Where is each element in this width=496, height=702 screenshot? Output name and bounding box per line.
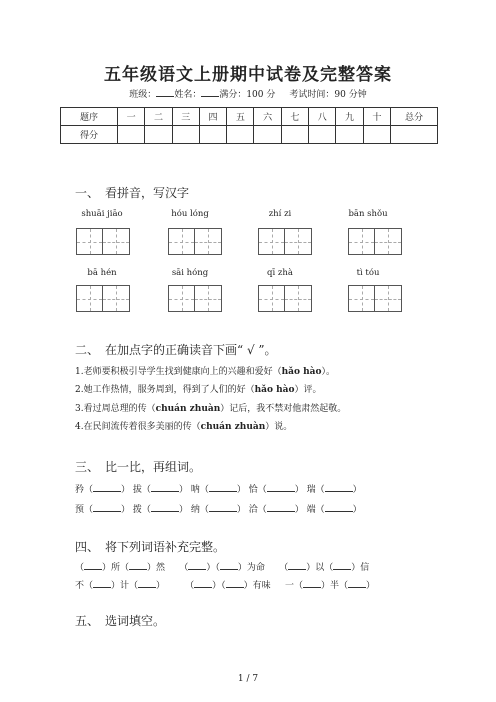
name-label: 姓名： [174, 90, 202, 100]
pinyin-label: sāi hóng [171, 268, 209, 278]
answer-blank[interactable] [93, 483, 121, 492]
pinyin-label: qī zhà [267, 268, 293, 278]
idiom-text: ）以（ [306, 563, 334, 573]
writing-box[interactable] [103, 285, 130, 312]
section-title: 比一比，再组词。 [105, 460, 202, 474]
section-number: 五、 [75, 614, 100, 628]
idiom-text: 一（ [284, 581, 303, 591]
sentence-text: ）评。 [294, 385, 322, 395]
pinyin-label: bā hén [87, 268, 117, 278]
section-title: 选词填空。 [105, 614, 166, 628]
idiom-text: 不（ [75, 581, 94, 591]
pinyin-label: shuāi jiāo [81, 209, 123, 219]
score-label: 满分：100 分 [219, 90, 276, 100]
compare-row: 矜（ ） 拔（ ） 呐（ ） 恰（ ） 瑞（ ） [75, 485, 362, 495]
score-cell[interactable] [199, 126, 226, 144]
section-heading-3 [75, 458, 201, 475]
section-title: 在加点字的正确读音下画“ √ ”。 [105, 343, 277, 357]
pinyin-label: hóu lóng [171, 209, 209, 219]
table-cell: 得分 [61, 126, 118, 144]
pinyin-label: bān shǒu [348, 209, 388, 219]
sentence-text: 2.她工作热情，服务周到，得到了人们的好（ [75, 385, 255, 395]
sentence-text: ）记后，我不禁对他肃然起敬。 [220, 404, 347, 414]
section-heading-2 [75, 341, 277, 358]
sentence-line [75, 419, 292, 432]
idiom-row [75, 560, 369, 573]
idiom-row [75, 578, 375, 591]
idiom-text: ）信 [351, 563, 370, 573]
table-cell: 七 [281, 108, 308, 126]
score-table-header-row [61, 108, 438, 126]
section-heading-1 [75, 184, 189, 201]
writing-box[interactable] [375, 228, 402, 255]
class-blank[interactable] [156, 88, 174, 97]
writing-box[interactable] [258, 228, 285, 255]
sentence-text: 1.老师要积极引导学生找到健康向上的兴趣和爱好（ [75, 367, 282, 377]
section-title: 看拼音，写汉字 [105, 186, 190, 200]
pinyin-choice[interactable]: chuán zhuàn [200, 422, 266, 432]
section-heading-4 [75, 538, 225, 555]
writing-box[interactable] [258, 285, 285, 312]
answer-blank[interactable] [288, 561, 306, 570]
answer-blank[interactable] [333, 561, 351, 570]
compare-row: 预（ ） 拨（ ） 纳（ ） 洽（ ） 端（ ） [75, 505, 362, 515]
name-blank[interactable] [201, 88, 219, 97]
score-cell[interactable] [172, 126, 199, 144]
writing-box[interactable] [285, 285, 312, 312]
table-cell: 总分 [391, 108, 438, 126]
pinyin-label: tì tóu [356, 268, 380, 278]
idiom-text: ） [156, 581, 166, 591]
page-number: 1 / 7 [237, 674, 259, 684]
compare-char: 预 [75, 505, 85, 515]
writing-box[interactable] [348, 285, 375, 312]
sentence-text: 4.在民间流传着很多美丽的传（ [75, 422, 201, 432]
score-cell[interactable] [309, 126, 336, 144]
answer-blank[interactable] [267, 503, 295, 512]
section-number: 三、 [75, 460, 100, 474]
idiom-text: ）然 [147, 563, 166, 573]
idiom-text: （ [75, 563, 85, 573]
compare-char: 拔 [132, 485, 142, 495]
score-cell[interactable] [145, 126, 172, 144]
table-cell: 二 [145, 108, 172, 126]
answer-blank[interactable] [188, 561, 206, 570]
sentence-line [75, 401, 346, 414]
score-cell[interactable] [391, 126, 438, 144]
score-cell[interactable] [227, 126, 254, 144]
table-cell: 四 [199, 108, 226, 126]
answer-blank[interactable] [84, 561, 102, 570]
compare-char: 端 [306, 505, 316, 515]
table-cell: 三 [172, 108, 199, 126]
writing-box[interactable] [168, 285, 195, 312]
pinyin-choice[interactable]: chuán zhuàn [155, 404, 221, 414]
compare-char: 矜 [75, 485, 85, 495]
table-cell: 八 [309, 108, 336, 126]
section-title: 将下列词语补充完整。 [105, 540, 226, 554]
section-number: 二、 [75, 343, 100, 357]
idiom-text: ） [365, 581, 375, 591]
exam-info-line [0, 87, 496, 100]
table-cell: 五 [227, 108, 254, 126]
table-cell: 题序 [61, 108, 118, 126]
score-cell[interactable] [281, 126, 308, 144]
answer-blank[interactable] [325, 483, 353, 492]
answer-blank[interactable] [348, 579, 366, 588]
pinyin-choice[interactable]: hǎo hào [254, 385, 295, 395]
answer-blank[interactable] [209, 483, 237, 492]
sentence-text: ）说。 [265, 422, 293, 432]
idiom-text: ）（ [206, 563, 220, 573]
compare-char: 洽 [248, 505, 258, 515]
sentence-line [75, 364, 335, 377]
compare-char: 拨 [132, 505, 142, 515]
idiom-text: ）（ [212, 581, 226, 591]
idiom-text: （ [179, 563, 189, 573]
answer-blank[interactable] [303, 579, 321, 588]
idiom-text: ）半（ [320, 581, 348, 591]
table-cell: 六 [254, 108, 281, 126]
score-cell[interactable] [118, 126, 145, 144]
sentence-text: ）。 [321, 367, 335, 377]
compare-char: 呐 [190, 485, 200, 495]
answer-blank[interactable] [267, 483, 295, 492]
writing-box[interactable] [103, 228, 130, 255]
writing-box[interactable] [375, 285, 402, 312]
compare-char: 恰 [248, 485, 258, 495]
score-cell[interactable] [336, 126, 363, 144]
pinyin-label: zhí zi [268, 209, 292, 219]
time-label: 考试时间：90 分钟 [289, 90, 367, 100]
answer-blank[interactable] [325, 503, 353, 512]
sentence-text: 3.看过周总理的传（ [75, 404, 156, 414]
writing-box[interactable] [168, 228, 195, 255]
writing-box[interactable] [195, 228, 222, 255]
compare-char: 瑞 [306, 485, 316, 495]
writing-box[interactable] [76, 228, 103, 255]
writing-box[interactable] [348, 228, 375, 255]
writing-box[interactable] [195, 285, 222, 312]
page-title: 五年级语文上册期中试卷及完整答案 [104, 65, 392, 85]
idiom-text: （ [185, 581, 195, 591]
idiom-text: ）为命 [237, 563, 265, 573]
idiom-text: ）有味 [243, 581, 271, 591]
answer-blank[interactable] [194, 579, 212, 588]
answer-blank[interactable] [93, 503, 121, 512]
answer-blank[interactable] [226, 579, 244, 588]
sentence-line [75, 382, 322, 395]
class-label: 班级： [129, 90, 157, 100]
section-heading-5 [75, 612, 165, 629]
answer-blank[interactable] [129, 561, 147, 570]
score-cell[interactable] [254, 126, 281, 144]
score-table [60, 107, 438, 144]
answer-blank[interactable] [209, 503, 237, 512]
score-cell[interactable] [363, 126, 390, 144]
table-cell: 十 [363, 108, 390, 126]
answer-blank[interactable] [93, 579, 111, 588]
answer-blank[interactable] [151, 483, 179, 492]
pinyin-choice[interactable]: hǎo hào [281, 367, 322, 377]
idiom-text: （ [279, 563, 289, 573]
table-cell: 九 [336, 108, 363, 126]
answer-blank[interactable] [151, 503, 179, 512]
idiom-text: ）计（ [111, 581, 139, 591]
idiom-text: ）所（ [102, 563, 130, 573]
answer-blank[interactable] [138, 579, 156, 588]
score-table-score-row [61, 126, 438, 144]
section-number: 四、 [75, 540, 100, 554]
compare-char: 纳 [190, 505, 200, 515]
writing-box[interactable] [285, 228, 312, 255]
section-number: 一、 [75, 186, 100, 200]
table-cell: 一 [118, 108, 145, 126]
writing-box[interactable] [76, 285, 103, 312]
answer-blank[interactable] [220, 561, 238, 570]
